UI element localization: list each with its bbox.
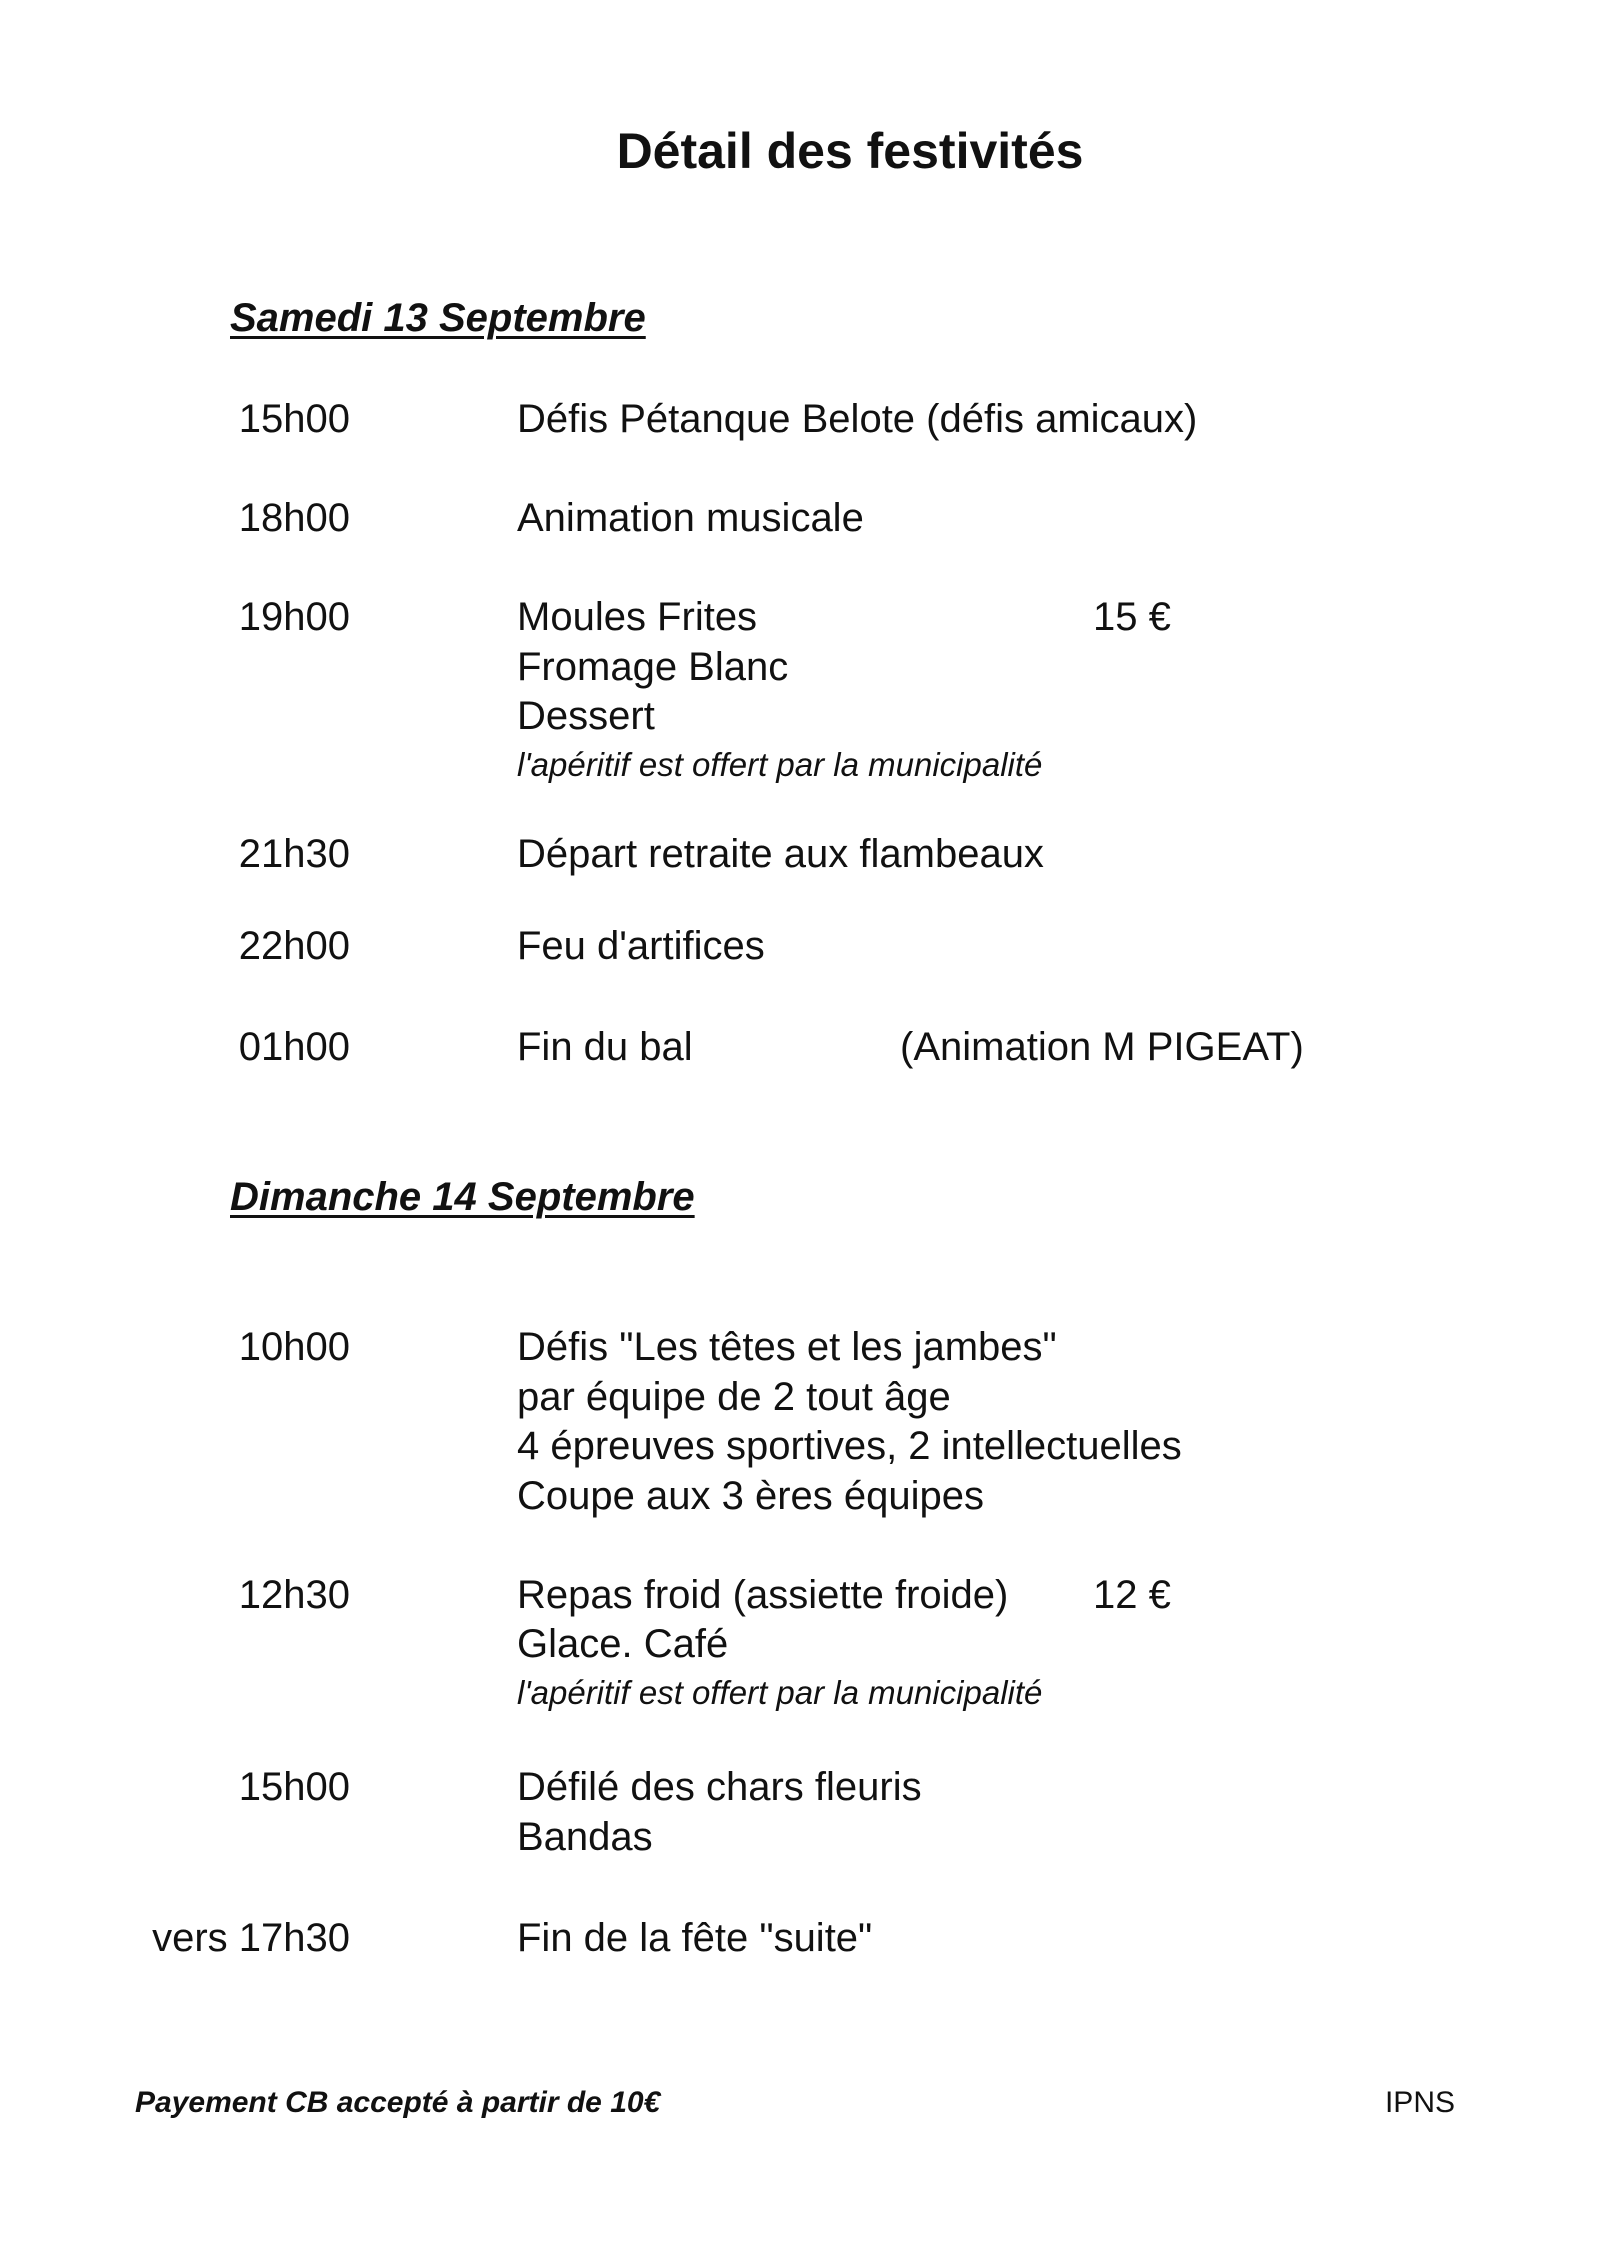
event-description: Défilé des chars fleuris	[517, 1765, 922, 1809]
event-time: 12h30	[238, 1573, 350, 1617]
event-time: 21h30	[238, 832, 350, 876]
event-time: 01h00	[238, 1025, 350, 1069]
event-description: Défis Pétanque Belote (défis amicaux)	[517, 397, 1198, 441]
event-time: vers 17h30	[152, 1916, 350, 1960]
event-description: Animation musicale	[517, 496, 864, 540]
event-description: Fin du bal	[517, 1025, 693, 1069]
event-aside: (Animation M PIGEAT)	[900, 1025, 1304, 1069]
event-time: 19h00	[238, 595, 350, 639]
day-heading-saturday: Samedi 13 Septembre	[230, 296, 646, 340]
event-time: 18h00	[238, 496, 350, 540]
event-description: Moules Frites	[517, 595, 758, 639]
event-time: 10h00	[238, 1325, 350, 1369]
event-note: l'apéritif est offert par la municipalité	[517, 746, 1043, 783]
ipns-label: IPNS	[1384, 2086, 1455, 2119]
event-description: Feu d'artifices	[517, 924, 765, 968]
event-time: 22h00	[238, 924, 350, 968]
event-description: Coupe aux 3 ères équipes	[517, 1474, 984, 1518]
event-description: Dessert	[517, 694, 655, 738]
event-description: Départ retraite aux flambeaux	[517, 832, 1044, 876]
payment-note: Payement CB accepté à partir de 10€	[135, 2086, 661, 2119]
page-title: Détail des festivités	[616, 123, 1084, 179]
event-note: l'apéritif est offert par la municipalité	[517, 1674, 1043, 1711]
day-heading-sunday: Dimanche 14 Septembre	[230, 1175, 695, 1219]
event-description: Repas froid (assiette froide)	[517, 1573, 1009, 1617]
event-description: par équipe de 2 tout âge	[517, 1375, 951, 1419]
event-price: 15 €	[1093, 595, 1171, 639]
event-description: Bandas	[517, 1815, 653, 1859]
event-description: 4 épreuves sportives, 2 intellectuelles	[517, 1424, 1182, 1468]
event-description: Fin de la fête "suite"	[517, 1916, 873, 1960]
event-description: Glace. Café	[517, 1622, 729, 1666]
event-time: 15h00	[238, 397, 350, 441]
event-description: Fromage Blanc	[517, 645, 789, 689]
event-time: 15h00	[238, 1765, 350, 1809]
event-description: Défis "Les têtes et les jambes"	[517, 1325, 1057, 1369]
event-price: 12 €	[1093, 1573, 1171, 1617]
